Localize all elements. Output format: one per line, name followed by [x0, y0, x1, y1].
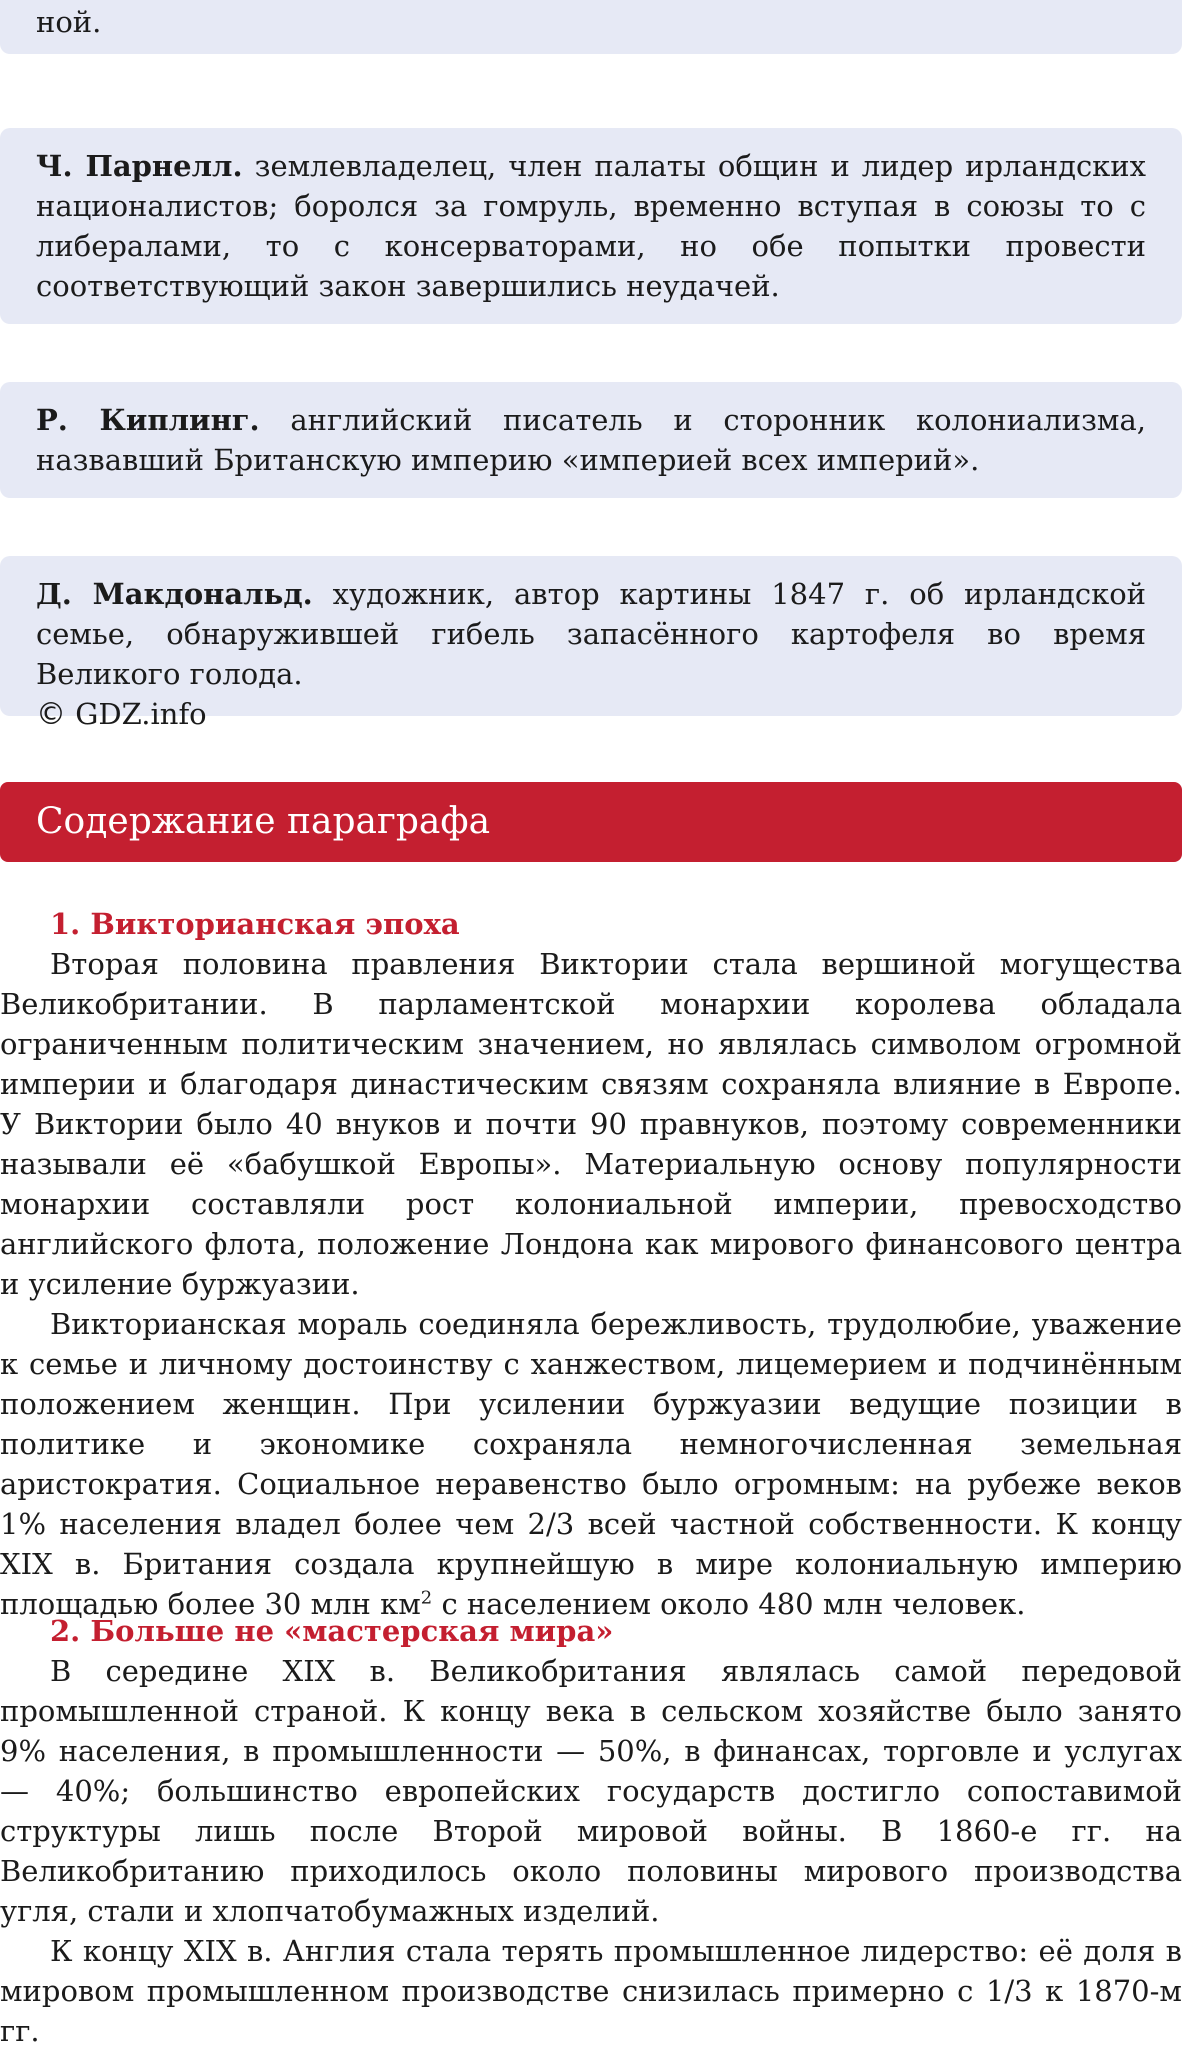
bio-text: художник, автор картины 1847 г. об ирландской семье, обнаружившей гибель запасённого картофеля во время Великого голода. [36, 577, 1146, 691]
section-title: 2. Больше не «мастерская мира» [50, 1614, 614, 1648]
copyright-text: GDZ.info [66, 697, 207, 731]
bio-macdonald [36, 574, 1146, 735]
bio-fragment-text: ной. [36, 5, 102, 39]
bio-box-parnell [0, 128, 1182, 324]
paragraph: Вторая половина правления Виктории стала вершиной могущества Великобритании. В парламентской монархии королева обладала ограниченным политическим значением, но являлась символом огромной империи и благодаря династическим связям сохраняла влияние в Европе. У Виктории было 40 внуков и почти 90 правнуков, поэтому современники называли её «бабушкой Европы». Материальную основу популярности монархии составляли рост колониальной империи, превосходство английского флота, положение Лондона как мирового финансового центра и усиление буржуазии. [0, 947, 1182, 1301]
section-victorian-era [0, 904, 1182, 1624]
content-header-title: Содержание параграфа [36, 801, 491, 842]
bio-box-macdonald [0, 556, 1182, 732]
superscript: 2 [420, 1587, 433, 1609]
paragraph: В середине XIX в. Великобритания являлась самой передовой промышленной страной. К концу века в сельском хозяйстве было занято 9% населения, в промышленности — 50%, в финансах, торговле и услугах — 40%; большинство европейских государств достигло сопоставимой структуры лишь после Второй мировой войны. В 1860-е гг. на Великобританию приходилось около половины мирового производства угля, стали и хлопчатобумажных изделий. [0, 1654, 1182, 1928]
bio-name: Д. Макдональд. [36, 577, 313, 611]
paragraph: К концу XIX в. Англия стала терять промышленное лидерство: её доля в мировом промышленном производстве снизилась примерно с 1/3 к 1870-м гг. [0, 1934, 1182, 2048]
section-title: 1. Викторианская эпоха [50, 907, 460, 941]
content-header [0, 782, 1182, 862]
bio-text: английский писатель и сторонник колониализма, назвавший Британскую империю «империей всех империй». [36, 403, 1146, 477]
paragraph-text: Викторианская мораль соединяла бережливость, трудолюбие, уважение к семье и личному достоинству с ханжеством, лицемерием и подчинённым положением женщин. При усилении буржуазии ведущие позиции в политике и экономике сохраняла немногочисленная земельная аристократия. Социальное неравенство было огромным: на рубеже веков 1% населения владел более чем 2/3 всей частной собственности. К концу XIX в. Британия создала крупнейшую в мире колониальную империю площадью более 30 млн км [0, 1307, 1182, 1621]
paragraph-text: с населением около 480 млн человек. [432, 1587, 1026, 1621]
bio-box-fragment [0, 0, 1182, 54]
copyright-icon: © [36, 697, 66, 732]
bio-kipling [36, 400, 1146, 480]
bio-text: землевладелец, член палаты общин и лидер ирландских националистов; боролся за гомруль, временно вступая в союзы то с либералами, то с консерваторами, но обе попытки провести соответствующий закон завершились неудачей. [36, 149, 1146, 303]
bio-name: Р. Киплинг. [36, 403, 260, 437]
bio-parnell [36, 146, 1146, 306]
paragraph [0, 1304, 1182, 1624]
bio-box-kipling [0, 382, 1182, 498]
bio-name: Ч. Парнелл. [36, 149, 243, 183]
section-workshop-of-world [0, 1611, 1182, 2051]
